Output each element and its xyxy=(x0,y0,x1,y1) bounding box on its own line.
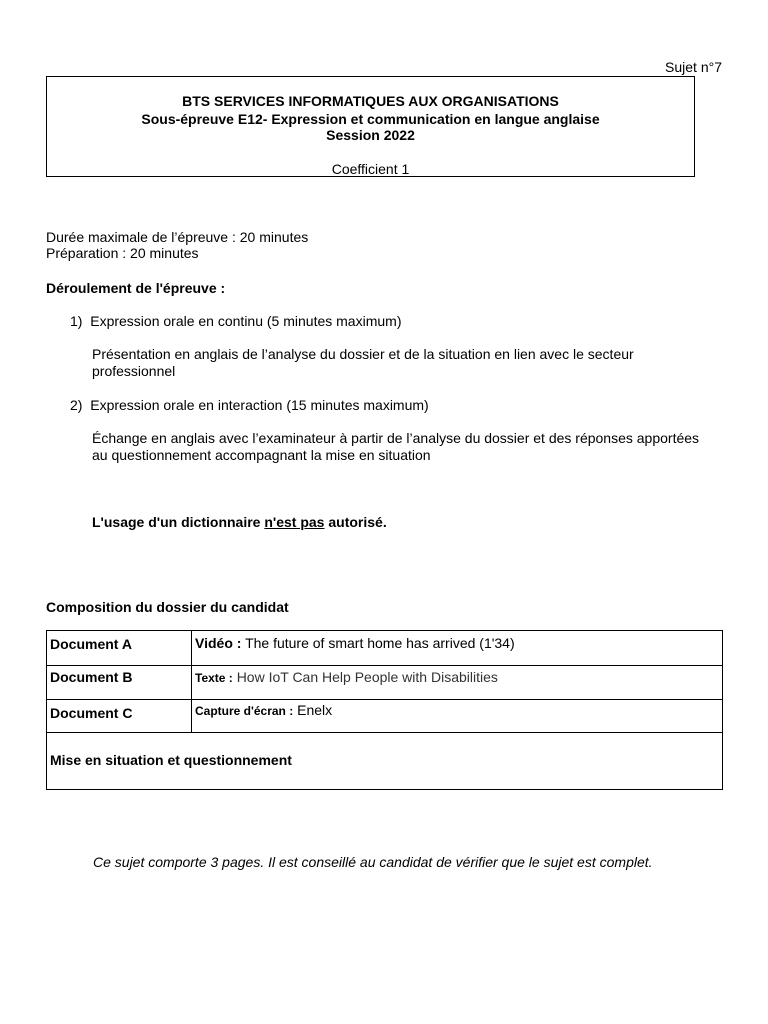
table-doc-cell: Document C xyxy=(47,700,192,733)
dictionary-notice-before: L'usage d'un dictionnaire xyxy=(92,514,265,530)
table-row xyxy=(47,631,723,666)
table-value: Enelx xyxy=(297,702,333,718)
table-value: The future of smart home has arrived (1'34) xyxy=(245,635,515,651)
step-2 xyxy=(70,397,429,413)
exam-coefficient: Coefficient 1 xyxy=(331,161,410,177)
exam-subtitle: Sous-épreuve E12- Expression et communication en langue anglaise xyxy=(141,111,600,127)
dictionary-notice-after: autorisé. xyxy=(324,514,387,530)
step-2-description: Échange en anglais avec l’examinateur à partir de l’analyse du dossier et des réponses apportées au questionnement accompagnant la mise en situation xyxy=(92,430,700,463)
composition-title: Composition du dossier du candidat xyxy=(46,599,289,615)
table-label: Capture d'écran : xyxy=(195,704,294,718)
step-1-description: Présentation en anglais de l’analyse du dossier et de la situation en lien avec le secteur professionnel xyxy=(92,346,634,379)
table-row xyxy=(47,700,723,733)
table-doc-cell: Document B xyxy=(47,666,192,700)
table-value: How IoT Can Help People with Disabilities xyxy=(236,669,498,685)
table-content-cell xyxy=(192,631,723,666)
exam-title: BTS SERVICES INFORMATIQUES AUX ORGANISATIONS xyxy=(182,93,559,109)
procedure-title: Déroulement de l'épreuve : xyxy=(46,280,226,296)
table-content-cell xyxy=(192,666,723,700)
step-1-title: Expression orale en continu (5 minutes maximum) xyxy=(90,313,402,329)
table-doc-cell: Document A xyxy=(47,631,192,666)
subject-number: Sujet n°7 xyxy=(665,59,722,75)
table-row xyxy=(47,666,723,700)
dictionary-notice xyxy=(92,514,387,530)
step-1 xyxy=(70,313,401,329)
table-content-cell xyxy=(192,700,723,733)
step-1-number: 1) xyxy=(70,313,83,329)
preparation-text: Préparation : 20 minutes xyxy=(46,245,199,261)
dictionary-notice-underlined: n'est pas xyxy=(264,514,325,530)
table-label: Texte : xyxy=(195,671,233,685)
duration-text: Durée maximale de l’épreuve : 20 minutes xyxy=(46,229,309,245)
table-label: Vidéo : xyxy=(195,635,242,651)
step-2-title: Expression orale en interaction (15 minutes maximum) xyxy=(90,397,429,413)
exam-header-box xyxy=(46,76,695,177)
footer-note: Ce sujet comporte 3 pages. Il est conseillé au candidat de vérifier que le sujet est complet. xyxy=(93,854,653,870)
table-situation-cell: Mise en situation et questionnement xyxy=(47,733,723,790)
step-2-number: 2) xyxy=(70,397,83,413)
exam-session: Session 2022 xyxy=(326,127,415,143)
table-row xyxy=(47,733,723,790)
composition-table xyxy=(46,630,723,790)
